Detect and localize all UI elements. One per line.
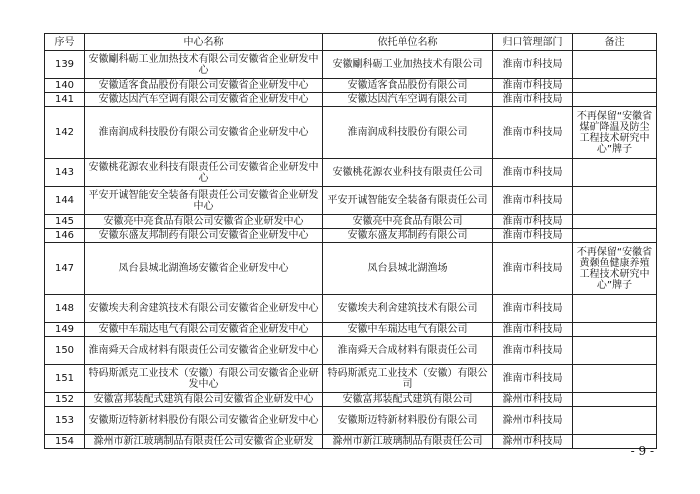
cell-center-name: 滁州市新江玻璃制品有限责任公司安徽省企业研发 bbox=[85, 435, 323, 449]
cell-dept: 淮南市科技局 bbox=[493, 323, 573, 337]
cell-note: 不再保留“安徽省煤矿降温及防尘工程技术研究中心”牌子 bbox=[573, 107, 657, 159]
cell-dept: 淮南市科技局 bbox=[493, 51, 573, 79]
table-row bbox=[45, 323, 657, 337]
header-center-name: 中心名称 bbox=[85, 34, 323, 51]
cell-dept: 淮南市科技局 bbox=[493, 187, 573, 215]
cell-note bbox=[573, 323, 657, 337]
cell-note bbox=[573, 295, 657, 323]
cell-note: 不再保留“安徽省黄颡鱼健康养殖工程技术研究中心”牌子 bbox=[573, 243, 657, 295]
cell-center-name: 特码斯派克工业技术（安徽）有限公司安徽省企业研发中心 bbox=[85, 365, 323, 393]
cell-host-unit: 平安开诚智能安全装备有限责任公司 bbox=[323, 187, 493, 215]
cell-center-name: 安徽亮中亮食品有限公司安徽省企业研发中心 bbox=[85, 215, 323, 229]
cell-dept: 淮南市科技局 bbox=[493, 229, 573, 243]
cell-center-name: 安徽埃夫利舍建筑技术有限公司安徽省企业研发中心 bbox=[85, 295, 323, 323]
cell-dept: 淮南市科技局 bbox=[493, 365, 573, 393]
cell-center-name: 安徽东盛友邦制药有限公司安徽省企业研发中心 bbox=[85, 229, 323, 243]
cell-host-unit: 安徽亮中亮食品有限公司 bbox=[323, 215, 493, 229]
cell-host-unit: 安徽劚科砺工业加热技术有限公司 bbox=[323, 51, 493, 79]
cell-no: 139 bbox=[45, 51, 85, 79]
cell-note bbox=[573, 93, 657, 107]
table-header-row bbox=[45, 34, 657, 51]
cell-no: 142 bbox=[45, 107, 85, 159]
cell-note bbox=[573, 187, 657, 215]
cell-dept: 淮南市科技局 bbox=[493, 107, 573, 159]
cell-note bbox=[573, 229, 657, 243]
cell-no: 153 bbox=[45, 407, 85, 435]
cell-center-name: 淮南舜天合成材料有限责任公司安徽省企业研发中心 bbox=[85, 337, 323, 365]
cell-center-name: 安徽劚科砺工业加热技术有限公司安徽省企业研发中心 bbox=[85, 51, 323, 79]
cell-dept: 滁州市科技局 bbox=[493, 393, 573, 407]
cell-note bbox=[573, 365, 657, 393]
header-no: 序号 bbox=[45, 34, 85, 51]
table-row bbox=[45, 365, 657, 393]
cell-no: 141 bbox=[45, 93, 85, 107]
cell-note bbox=[573, 393, 657, 407]
cell-note bbox=[573, 215, 657, 229]
table-row bbox=[45, 229, 657, 243]
cell-no: 144 bbox=[45, 187, 85, 215]
cell-no: 151 bbox=[45, 365, 85, 393]
cell-host-unit: 凤台县城北湖渔场 bbox=[323, 243, 493, 295]
cell-host-unit: 安徽斯迈特新材料股份有限公司 bbox=[323, 407, 493, 435]
cell-no: 146 bbox=[45, 229, 85, 243]
cell-dept: 淮南市科技局 bbox=[493, 337, 573, 365]
table-row bbox=[45, 107, 657, 159]
cell-host-unit: 安徽桃花源农业科技有限责任公司 bbox=[323, 159, 493, 187]
cell-center-name: 安徽斯迈特新材料股份有限公司安徽省企业研发中心 bbox=[85, 407, 323, 435]
table-row bbox=[45, 187, 657, 215]
cell-center-name: 安徽中车瑞达电气有限公司安徽省企业研发中心 bbox=[85, 323, 323, 337]
table-row bbox=[45, 295, 657, 323]
cell-dept: 淮南市科技局 bbox=[493, 295, 573, 323]
table-row bbox=[45, 435, 657, 449]
cell-dept: 淮南市科技局 bbox=[493, 79, 573, 93]
cell-host-unit: 淮南舜天合成材料有限责任公司 bbox=[323, 337, 493, 365]
cell-host-unit: 安徽达因汽车空调有限公司 bbox=[323, 93, 493, 107]
cell-center-name: 安徽适客食品股份有限公司安徽省企业研发中心 bbox=[85, 79, 323, 93]
research-center-table bbox=[44, 33, 657, 449]
cell-no: 150 bbox=[45, 337, 85, 365]
table-row bbox=[45, 159, 657, 187]
table-row bbox=[45, 215, 657, 229]
header-dept: 归口管理部门 bbox=[493, 34, 573, 51]
table-row bbox=[45, 407, 657, 435]
cell-dept: 滁州市科技局 bbox=[493, 407, 573, 435]
cell-center-name: 淮南润成科技股份有限公司安徽省企业研发中心 bbox=[85, 107, 323, 159]
header-host-unit: 依托单位名称 bbox=[323, 34, 493, 51]
table-row bbox=[45, 243, 657, 295]
table-row bbox=[45, 93, 657, 107]
table-body bbox=[45, 51, 657, 449]
cell-center-name: 安徽达因汽车空调有限公司安徽省企业研发中心 bbox=[85, 93, 323, 107]
cell-no: 140 bbox=[45, 79, 85, 93]
cell-no: 147 bbox=[45, 243, 85, 295]
cell-center-name: 凤台县城北湖渔场安徽省企业研发中心 bbox=[85, 243, 323, 295]
cell-dept: 淮南市科技局 bbox=[493, 215, 573, 229]
cell-no: 154 bbox=[45, 435, 85, 449]
table-row bbox=[45, 51, 657, 79]
cell-center-name: 安徽桃花源农业科技有限责任公司安徽省企业研发中心 bbox=[85, 159, 323, 187]
cell-note bbox=[573, 79, 657, 93]
cell-center-name: 安徽富邦装配式建筑有限公司安徽省企业研发中心 bbox=[85, 393, 323, 407]
page-number: - 9 - bbox=[630, 444, 654, 458]
header-note: 备注 bbox=[573, 34, 657, 51]
table-row bbox=[45, 79, 657, 93]
cell-note bbox=[573, 159, 657, 187]
cell-no: 143 bbox=[45, 159, 85, 187]
cell-host-unit: 安徽适客食品股份有限公司 bbox=[323, 79, 493, 93]
cell-dept: 淮南市科技局 bbox=[493, 159, 573, 187]
cell-no: 145 bbox=[45, 215, 85, 229]
cell-host-unit: 安徽埃夫利舍建筑技术有限公司 bbox=[323, 295, 493, 323]
table-row bbox=[45, 393, 657, 407]
table-row bbox=[45, 337, 657, 365]
cell-dept: 淮南市科技局 bbox=[493, 243, 573, 295]
cell-host-unit: 安徽富邦装配式建筑有限公司 bbox=[323, 393, 493, 407]
cell-note bbox=[573, 51, 657, 79]
cell-host-unit: 安徽中车瑞达电气有限公司 bbox=[323, 323, 493, 337]
cell-dept: 淮南市科技局 bbox=[493, 93, 573, 107]
cell-host-unit: 淮南润成科技股份有限公司 bbox=[323, 107, 493, 159]
cell-no: 152 bbox=[45, 393, 85, 407]
cell-host-unit: 滁州市新江玻璃制品有限责任公司 bbox=[323, 435, 493, 449]
cell-host-unit: 安徽东盛友邦制药有限公司 bbox=[323, 229, 493, 243]
cell-note bbox=[573, 337, 657, 365]
cell-dept: 滁州市科技局 bbox=[493, 435, 573, 449]
cell-center-name: 平安开诚智能安全装备有限责任公司安徽省企业研发中心 bbox=[85, 187, 323, 215]
cell-no: 149 bbox=[45, 323, 85, 337]
cell-host-unit: 特码斯派克工业技术（安徽）有限公司 bbox=[323, 365, 493, 393]
cell-note bbox=[573, 407, 657, 435]
cell-no: 148 bbox=[45, 295, 85, 323]
